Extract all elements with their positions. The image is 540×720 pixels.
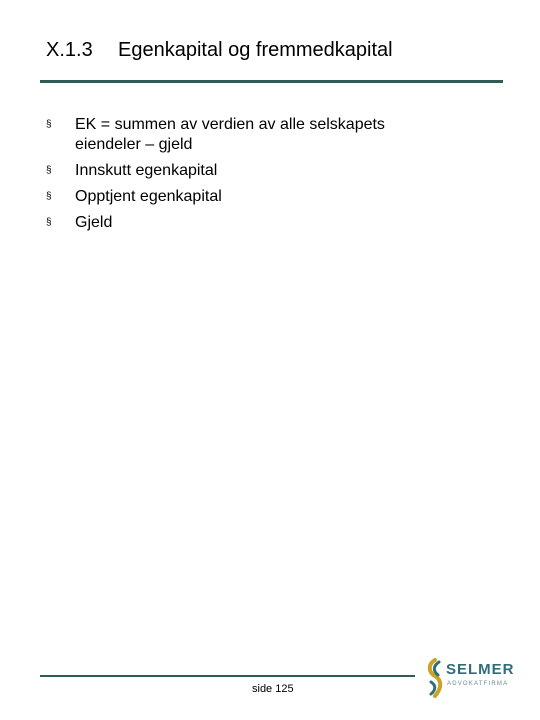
logo-wordmark: SELMER — [446, 661, 515, 678]
bullet-text: Opptjent egenkapital — [75, 188, 222, 205]
bullet-marker: § — [46, 191, 52, 202]
title-divider — [40, 80, 503, 83]
footer-divider — [40, 675, 415, 677]
page-title — [46, 36, 393, 64]
company-logo — [425, 658, 515, 698]
bullet-text: EK = summen av verdien av alle selskapets eiendeler – gjeld — [75, 116, 385, 153]
title-text: Egenkapital og fremmedkapital — [118, 39, 393, 61]
bullet-marker: § — [46, 119, 52, 130]
page-number: side 125 — [252, 683, 294, 695]
list-item — [44, 115, 474, 155]
bullet-marker: § — [46, 165, 52, 176]
bullet-marker: § — [46, 217, 52, 228]
bullet-text: Gjeld — [75, 214, 113, 231]
logo-tagline: ADVOKATFIRMA — [447, 681, 509, 687]
list-item — [44, 213, 474, 233]
logo-emblem-icon — [425, 658, 445, 698]
section-number: X.1.3 — [46, 39, 93, 61]
bullet-list — [44, 115, 474, 239]
list-item — [44, 187, 474, 207]
list-item — [44, 161, 474, 181]
bullet-text: Innskutt egenkapital — [75, 162, 218, 179]
